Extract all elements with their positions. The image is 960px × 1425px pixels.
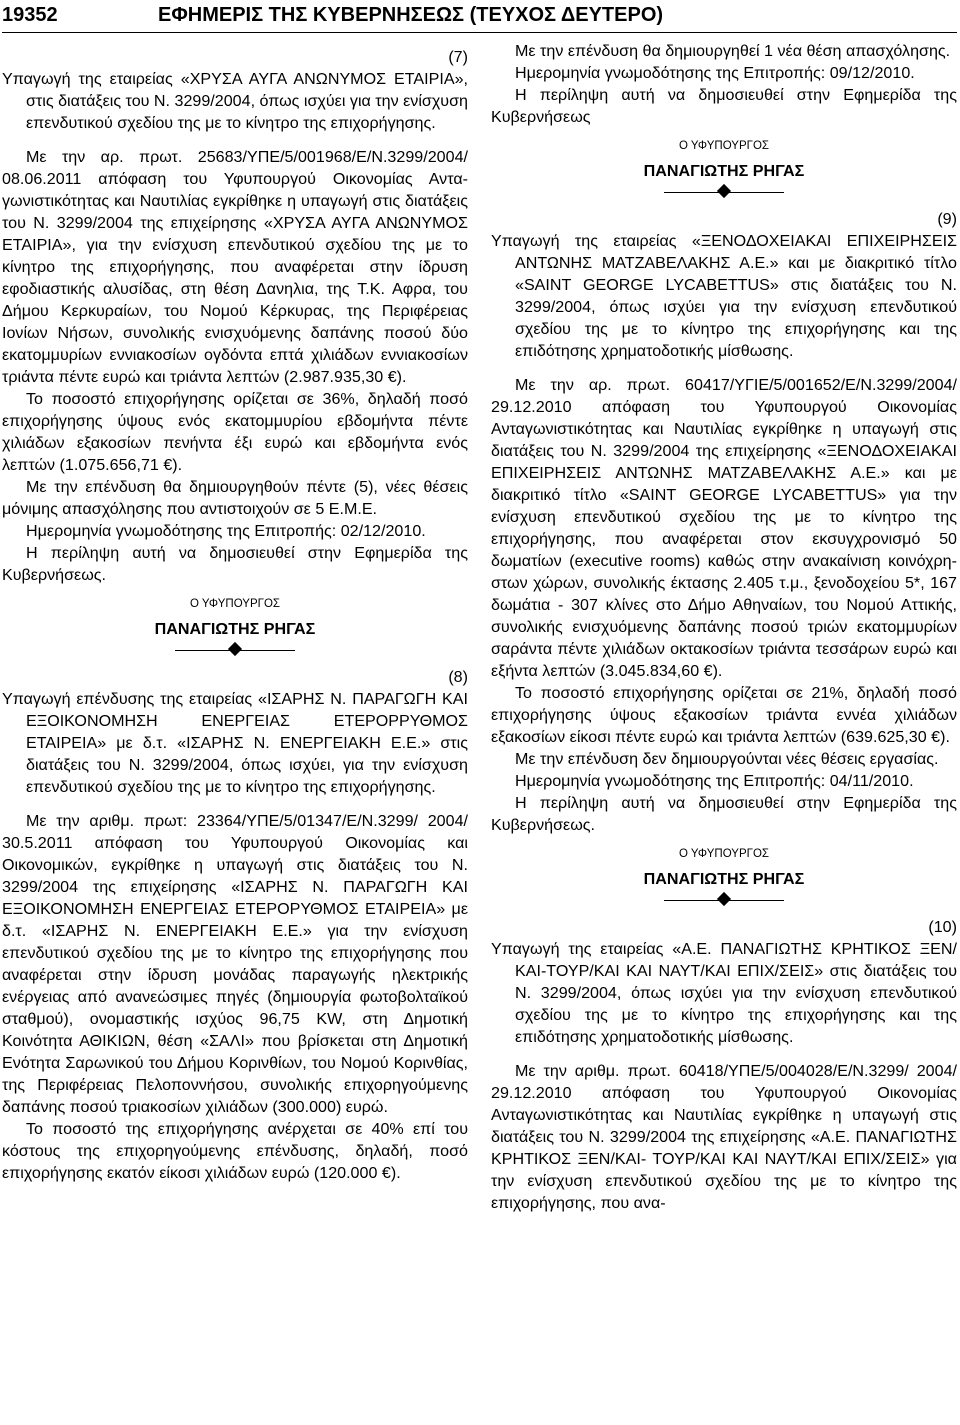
paragraph: Η περίληψη αυτή να δημοσιευθεί στην Εφημερίδα της Κυβερνήσεως.	[491, 794, 957, 834]
paragraph: Ημερομηνία γνωμοδότησης της Επιτροπής: 09/12/2010.	[515, 64, 915, 82]
signatory-name: ΠΑΝΑΓΙΩΤΗΣ ΡΗΓΑΣ	[643, 162, 805, 180]
section-number: (10)	[928, 918, 957, 936]
section-number: (8)	[448, 668, 468, 686]
gazette-title: ΕΦΗΜΕΡΙΣ ΤΗΣ ΚΥΒΕΡΝΗΣΕΩΣ (ΤΕΥΧΟΣ ΔΕΥΤΕΡΟ)	[158, 4, 664, 26]
diamond-icon	[717, 184, 731, 198]
right-column	[491, 40, 957, 1214]
paragraph: Η περίληψη αυτή να δημοσιευθεί στην Εφημερίδα της Κυβερνήσεως	[491, 86, 957, 126]
paragraph: Με την αρ. πρωτ. 60417/ΥΓΙΕ/5/001652/Ε/Ν.3299/2004/ 29.12.2010 απόφαση του Υφυπουργού Οικονομίας Ανταγωνιστικότητας και Ναυτιλίας εγκρίθηκε η υπαγωγή στις διατάξεις του Ν. 3299/2004 της επιχείρησης «ΞΕΝΟΔΟΧΕΙΑΚΑΙ ΕΠΙΧΕΙΡΗΣΕΙΣ ΑΝΤΩΝΗΣ ΜΑΤΖΑΒΕΛΑΚΗΣ Α.Ε.» και με διακριτικό τίτλο «SAINT GEORGE LYCABETTUS» για την ενίσχυση επενδυτικού σχεδίου της με το κίνητρο της επιχορήγησης, που αναφέρεται στον εκσυγχρονισμό 50 δωματίων (executive rooms) καθώς στην ανακαίνιση κοινόχρηστων χώρων, συνολικής έκτασης 2.405 τ.μ., ξενοδοχείου 5*, 167 δωμάτια - 307 κλίνες στο Δήμο Αθηναίων, του Νομού Αττικής, συνολικής ενισχυόμενης δαπάνης ποσού τριών εκατομμυρίων σαράντα πέντε χιλιάδων οκτακοσίων τριάντα τεσσάρων ευρώ και εξήντα λεπτών (3.045.834,60 €).	[491, 376, 957, 680]
page-number: 19352	[2, 4, 58, 26]
paragraph: Η περίληψη αυτή να δημοσιευθεί στην Εφημερίδα της Κυβερνήσεως.	[2, 544, 468, 584]
paragraph: Με την αρ. πρωτ. 25683/ΥΠΕ/5/001968/Ε/Ν.3299/2004/ 08.06.2011 απόφαση του Υφυπουργού Οικονομίας Ανταγωνιστικότητας και Ναυτιλίας εγκρίθηκε η υπαγωγή στις διατάξεις του Ν. 3299/2004 της επιχείρησης «ΧΡΥΣΑ ΑΥΓΑ ΑΝΩΝΥΜΟΣ ΕΤΑΙΡΙΑ», για την ενίσχυση επενδυτικού σχεδίου της με το κίνητρο της επιχορήγησης, που αναφέρεται στην ίδρυση εφοδιαστικής αλυσίδας, στη θέση Δανηλια, της Τ.Κ. Αφρα, του Δήμου Κερκυραίων, του Νομού Κέρκυρας, της Περιφέρειας Ιονίων Νήσων, συνολικής ενισχυόμενης δαπάνης ποσού δύο εκατομμυρίων εννιακοσίων ογδόντα επτά χιλιάδων εννιακοσίων τριάντα πέντε ευρώ και τριάντα λεπτών (2.987.935,30 €).	[2, 148, 468, 386]
paragraph: Το ποσοστό της επιχορήγησης ανέρχεται σε 40% επί του κόστους της επιχορηγούμενης επένδυσης, δηλαδή, ποσό επιχορήγησης εκατόν είκοσι χιλιάδων ευρώ (120.000 €).	[2, 1120, 468, 1182]
signatory-role: Ο ΥΦΥΠΟΥΡΓΟΣ	[678, 140, 770, 152]
section-number: (9)	[937, 210, 957, 228]
signatory-role: Ο ΥΦΥΠΟΥΡΓΟΣ	[189, 598, 281, 610]
signatory-role: Ο ΥΦΥΠΟΥΡΓΟΣ	[678, 848, 770, 860]
paragraph: Ημερομηνία γνωμοδότησης της Επιτροπής: 02/12/2010.	[26, 522, 426, 540]
section-separator	[491, 890, 957, 910]
section-heading: Υπαγωγή της εταιρείας «Α.Ε. ΠΑΝΑΓΙΩΤΗΣ ΚΡΗΤΙΚΟΣ ΞΕΝ/ΚΑΙ-ΤΟΥΡ/ΚΑΙ ΚΑΙ ΝΑΥΤ/ΚΑΙ ΕΠΙΧ/ΣΕΙΣ» στις διατάξεις του Ν. 3299/2004, όπως ισχύει για την ενίσχυση επενδυτικού σχεδίου της με το κίνητρο της επιχορήγησης και της επιδότησης χρηματοδοτικής μίσθωσης.	[491, 940, 957, 1046]
paragraph: Το ποσοστό επιχορήγησης ορίζεται σε 36%, δηλαδή ποσό επιχορήγησης ύψους ενός εκατομμυρίου εβδομήντα πέντε χιλιάδων εξακοσίων πενήντα έξι ευρώ και εβδομήντα ενός λεπτών (1.075.656,71 €).	[2, 390, 468, 474]
paragraph: Με την επένδυση δεν δημιουργούνται νέες θέσεις εργασίας.	[515, 750, 939, 768]
section-heading: Υπαγωγή της εταιρείας «ΧΡΥΣΑ ΑΥΓΑ ΑΝΩΝΥΜΟΣ ΕΤΑΙΡΙΑ», στις διατάξεις του Ν. 3299/2004, όπως ισχύει για την ενίσχυση επενδυτικού σχεδίου της με το κίνητρο της επιχορήγησης.	[2, 70, 468, 132]
section-heading: Υπαγωγή της εταιρείας «ΞΕΝΟΔΟΧΕΙΑΚΑΙ ΕΠΙΧΕΙΡΗΣΕΙΣ ΑΝΤΩΝΗΣ ΜΑΤΖΑΒΕΛΑΚΗΣ Α.Ε.» και με διακριτικό τίτλο «SAINT GEORGE LYCABETTUS» στις διατάξεις του Ν. 3299/2004, όπως ισχύει για την ενίσχυση επενδυτικού σχεδίου της με το κίνητρο της επιχορήγησης και της επιδότησης χρηματοδοτικής μίσθωσης.	[491, 232, 957, 360]
paragraph: Με την αριθμ. πρωτ: 23364/ΥΠΕ/5/01347/Ε/Ν.3299/ 2004/ 30.5.2011 απόφαση του Υφυπουργού Οικονομίας και Οικονομικών, εγκρίθηκε η υπαγωγή στις διατάξεις του Ν. 3299/2004 της επιχείρησης «ΙΣΑΡΗΣ Ν. ΠΑΡΑΓΩΓΗ ΚΑΙ ΕΞΟΙΚΟΝΟΜΗΣΗ ΕΝΕΡΓΕΙΑΣ ΕΤΕΡΟΡΥΘΜΟΣ ΕΤΑΙΡΕΙΑ» με δ.τ. «ΙΣΑΡΗΣ Ν. ΕΝΕΡΓΕΙΑΚΗ Ε.Ε.» για την ενίσχυση επενδυτικού σχεδίου της με το κίνητρο της επιχορήγησης που αναφέρεται στην ίδρυση μονάδας παραγωγής ηλεκτρικής ενέργειας από ανανεώσιμες πηγές (δημιουργία φωτοβολταϊκού σταθμού), ονομαστικής ισχύος 96,75 KW, στη Δημοτική Κοινότητα ΑΘΙΚΙΩΝ, θέση «ΣΑΛΙ» που βρίσκεται στη Δημοτική Ενότητα Σαρωνικού του Δήμου Κορινθίων, του Νομού Κορινθίας, της Περιφέρειας Πελοποννήσου, συνολικής επιχορηγούμενης δαπάνης ποσού τριακοσίων χιλιάδων (300.000) ευρώ.	[2, 812, 468, 1116]
left-column	[2, 40, 468, 1184]
paragraph: Με την αριθμ. πρωτ. 60418/ΥΠΕ/5/004028/Ε/Ν.3299/ 2004/ 29.12.2010 απόφαση του Υφυπουργού Οικονομίας Ανταγωνιστικότητας και Ναυτιλίας εγκρίθηκε η υπαγωγή στις διατάξεις του Ν. 3299/2004 της επιχείρησης «Α.Ε. ΠΑΝΑΓΙΩΤΗΣ ΚΡΗΤΙΚΟΣ ΞΕΝ/ΚΑΙ- ΤΟΥΡ/ΚΑΙ ΚΑΙ ΝΑΥΤ/ΚΑΙ ΕΠΙΧ/ΣΕΙΣ» για την ενίσχυση επενδυτικού σχεδίου της με το κίνητρο της επιχορήγησης, που ανα-	[491, 1062, 957, 1212]
header-rule	[2, 32, 957, 33]
section-separator	[491, 182, 957, 202]
section-number: (7)	[448, 48, 468, 66]
paragraph: Με την επένδυση θα δημιουργηθεί 1 νέα θέση απασχόλησης.	[515, 42, 951, 60]
paragraph: Ημερομηνία γνωμοδότησης της Επιτροπής: 04/11/2010.	[515, 772, 914, 790]
paragraph: Με την επένδυση θα δημιουργηθούν πέντε (5), νέες θέσεις μόνιμης απασχόλησης που αντιστοιχούν σε 5 Ε.Μ.Ε.	[2, 478, 468, 518]
section-separator	[2, 640, 468, 660]
paragraph: Το ποσοστό επιχορήγησης ορίζεται σε 21%, δηλαδή ποσό επιχορήγησης ύψους εξακοσίων τριάντα εννέα χιλιάδων εξακοσίων είκοσι πέντε ευρώ και τριάντα λεπτών (639.625,30 €).	[491, 684, 957, 746]
signatory-name: ΠΑΝΑΓΙΩΤΗΣ ΡΗΓΑΣ	[154, 620, 316, 638]
diamond-icon	[717, 892, 731, 906]
diamond-icon	[228, 642, 242, 656]
page-header	[2, 4, 957, 38]
section-heading: Υπαγωγή επένδυσης της εταιρείας «ΙΣΑΡΗΣ Ν. ΠΑΡΑΓΩΓΗ ΚΑΙ ΕΞΟΙΚΟΝΟΜΗΣΗ ΕΝΕΡΓΕΙΑΣ ΕΤΕΡΟΡΡΥΘΜΟΣ ΕΤΑΙΡΕΙΑ» με δ.τ. «ΙΣΑΡΗΣ Ν. ΕΝΕΡΓΕΙΑΚΗ Ε.Ε.» στις διατάξεις του Ν. 3299/2004, όπως ισχύει, για την ενίσχυση επενδυτικού σχεδίου της με το κίνητρο της επιχορήγησης.	[2, 690, 468, 796]
signatory-name: ΠΑΝΑΓΙΩΤΗΣ ΡΗΓΑΣ	[643, 870, 805, 888]
